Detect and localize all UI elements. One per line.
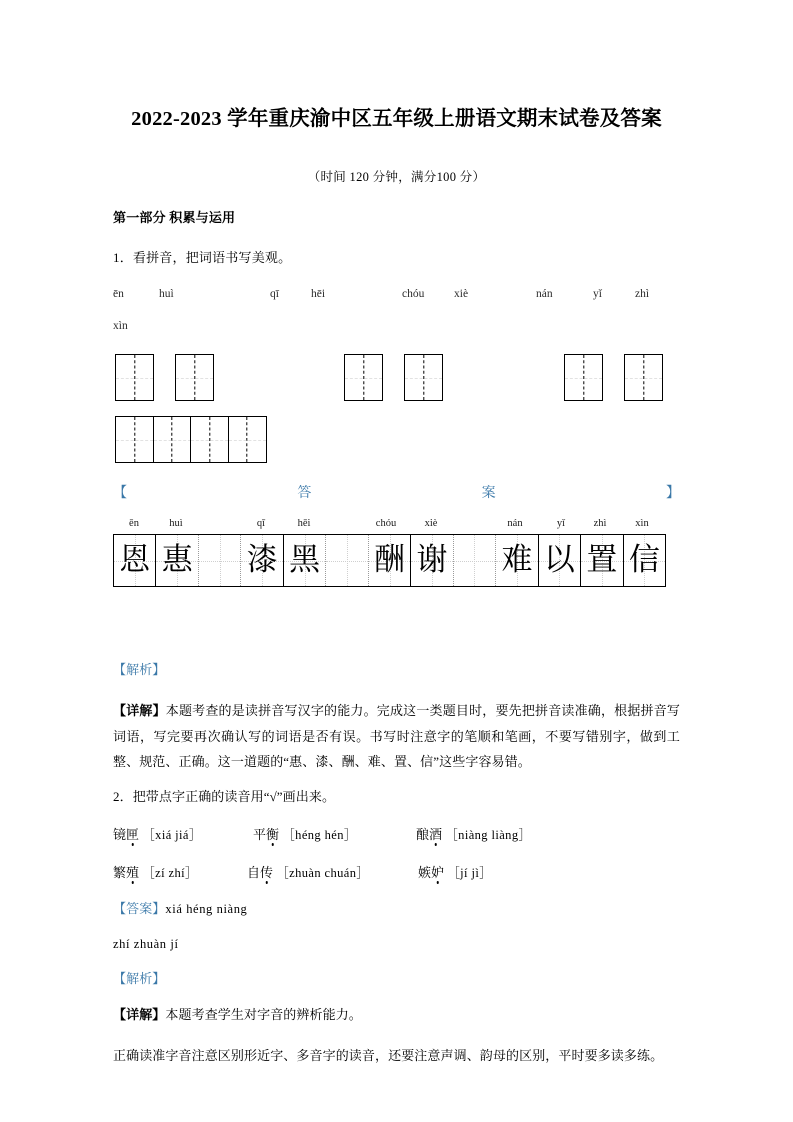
choice-word-dotted: 衡 xyxy=(266,826,280,842)
choice-pinyin[interactable]: ［xiá jiá］ xyxy=(142,827,202,842)
pinyin-prompt: chóu xyxy=(402,288,425,300)
pinyin-prompt: qī xyxy=(270,288,279,300)
answer-cell xyxy=(581,535,623,586)
choice-word-prefix: 自 xyxy=(247,864,261,880)
answer-cell-blank xyxy=(454,535,496,586)
choice-word-dotted: 匣 xyxy=(126,826,140,842)
question-1-detail-paragraph xyxy=(113,682,680,774)
answer-char: 信 xyxy=(628,542,660,578)
question-1-answer-grid-wrapper xyxy=(113,518,666,587)
choice-word-prefix: 镜 xyxy=(113,826,127,842)
writing-box-group xyxy=(115,416,267,463)
pinyin-prompt: yǐ xyxy=(593,288,602,300)
answer-pinyin: xìn xyxy=(635,518,649,529)
answer-char: 黑 xyxy=(289,542,321,578)
answer-bar-left-bracket: 【 xyxy=(113,486,127,501)
detail-label: 【详解】 xyxy=(113,703,166,719)
answer-cell xyxy=(624,535,665,586)
section-heading: 第一部分 积累与运用 xyxy=(113,210,236,225)
choice-word-prefix: 繁 xyxy=(113,864,127,880)
page-title: 2022-2023 学年重庆渝中区五年级上册语文期末试卷及答案 xyxy=(131,108,662,130)
analysis-label: 【解析】 xyxy=(113,971,166,987)
answer-cell xyxy=(156,535,198,586)
pinyin-prompt: huì xyxy=(159,288,174,300)
pinyin-prompt: hēi xyxy=(311,288,326,300)
answer-pinyin: nán xyxy=(507,518,523,529)
answer-char: 漆 xyxy=(246,542,278,578)
pinyin-prompt: ēn xyxy=(113,288,124,300)
answer-pinyin: huì xyxy=(169,518,183,529)
writing-box[interactable] xyxy=(344,354,383,401)
question-2-detail-paragraph xyxy=(113,992,680,1027)
analysis-label: 【解析】 xyxy=(113,662,166,677)
answer-bar-right-bracket: 】 xyxy=(665,486,680,501)
choice-pinyin[interactable]: ［zí zhí］ xyxy=(142,865,198,880)
choice-pinyin[interactable]: ［héng hén］ xyxy=(282,827,357,842)
writing-box[interactable] xyxy=(228,416,267,463)
question-1-analysis-label-wrapper xyxy=(113,587,680,682)
answer-char: 谢 xyxy=(416,542,448,578)
choice-item[interactable] xyxy=(418,862,492,881)
answer-text: zhí zhuàn jí xyxy=(113,937,179,952)
answer-bar xyxy=(113,482,680,502)
answer-bar-word-1: 答 xyxy=(297,486,312,501)
answer-text: xiá héng niàng xyxy=(165,901,248,916)
question-2-answer-line-1 xyxy=(113,886,680,921)
answer-cell xyxy=(369,535,411,586)
choice-word-dotted: 殖 xyxy=(126,864,140,880)
answer-cell-blank xyxy=(199,535,241,586)
answer-cell xyxy=(496,535,538,586)
pinyin-prompt: xìn xyxy=(113,320,128,332)
choice-word-prefix: 嫉 xyxy=(418,864,432,880)
answer-cell xyxy=(539,535,581,586)
writing-box[interactable] xyxy=(115,416,154,463)
question-2-prompt: 2．把带点字正确的读音用“√”画出来。 xyxy=(113,789,336,805)
answer-cell xyxy=(284,535,326,586)
question-2-choices-row-2 xyxy=(113,862,680,886)
answer-pinyin: chóu xyxy=(375,518,397,529)
detail-text: 本题考查的是读拼音写汉字的能力。完成这一类题目时，要先把拼音读准确，根据拼音写词语，写完要再次确认写的词语是否有误。书写时注意字的笔顺和笔画，不要写错别字，做到工整、规范、正确。这一道题的“惠、漆、酬、难、置、信”这些字容易错。 xyxy=(113,703,681,770)
choice-pinyin[interactable]: ［jí jì］ xyxy=(447,865,493,880)
answer-char: 恩 xyxy=(119,542,151,578)
detail-label: 【详解】 xyxy=(113,1006,166,1022)
pinyin-prompt: zhì xyxy=(635,288,650,300)
choice-item[interactable] xyxy=(416,824,531,843)
pinyin-prompt: xiè xyxy=(454,288,469,300)
answer-char: 难 xyxy=(501,542,533,578)
choice-item[interactable] xyxy=(247,862,369,881)
choice-pinyin[interactable]: ［zhuàn chuán］ xyxy=(276,865,370,880)
answer-pinyin: ēn xyxy=(129,518,139,529)
answer-cell xyxy=(114,535,156,586)
choice-word-prefix: 酿 xyxy=(416,826,430,842)
choice-pinyin[interactable]: ［niàng liàng］ xyxy=(445,827,532,842)
answer-pinyin: qī xyxy=(256,518,266,529)
writing-box[interactable] xyxy=(175,354,214,401)
question-1-prompt: 1．看拼音，把词语书写美观。 xyxy=(113,250,292,265)
writing-box[interactable] xyxy=(153,416,192,463)
question-2-detail-paragraph-2: 正确读准字音注意区别形近字、多音字的读音，还要注意声调、韵母的区别，平时要多读多练。 xyxy=(113,1048,664,1064)
writing-box[interactable] xyxy=(404,354,443,401)
answer-cell xyxy=(241,535,283,586)
question-1-writing-boxes xyxy=(113,354,680,466)
choice-word-dotted: 酒 xyxy=(429,826,443,842)
answer-pinyin: xiè xyxy=(424,518,438,529)
answer-grid-pinyin-row xyxy=(113,518,666,534)
answer-label: 【答案】 xyxy=(113,900,166,916)
question-1-pinyin-row-1 xyxy=(113,266,680,308)
answer-character-grid xyxy=(113,534,666,587)
writing-box[interactable] xyxy=(564,354,603,401)
exam-subtitle: （时间 120 分钟，满分100 分） xyxy=(307,170,486,184)
question-1-pinyin-row-2 xyxy=(113,308,680,340)
document-content xyxy=(113,0,680,1069)
choice-item[interactable] xyxy=(113,862,198,881)
question-2-answer-line-2 xyxy=(113,921,680,956)
answer-cell-blank xyxy=(326,535,368,586)
detail-text: 本题考查学生对字音的辨析能力。 xyxy=(165,1006,362,1022)
choice-item[interactable] xyxy=(113,824,202,843)
answer-pinyin: yǐ xyxy=(556,518,566,529)
answer-bar-word-2: 案 xyxy=(481,486,496,501)
question-2-choices-row-1 xyxy=(113,824,680,848)
choice-word-prefix: 平 xyxy=(253,826,267,842)
choice-word-dotted: 妒 xyxy=(431,864,445,880)
answer-char: 惠 xyxy=(161,542,193,578)
answer-char: 酬 xyxy=(374,542,406,578)
writing-box[interactable] xyxy=(624,354,663,401)
writing-box[interactable] xyxy=(190,416,229,463)
answer-cell xyxy=(411,535,453,586)
writing-box[interactable] xyxy=(115,354,154,401)
answer-char: 置 xyxy=(586,542,618,578)
answer-char: 以 xyxy=(543,542,575,578)
choice-item[interactable] xyxy=(253,824,357,843)
pinyin-prompt: nán xyxy=(536,288,553,300)
question-2-analysis-label-wrapper xyxy=(113,956,680,991)
answer-pinyin: hēi xyxy=(297,518,311,529)
choice-word-dotted: 传 xyxy=(260,864,274,880)
answer-pinyin: zhì xyxy=(593,518,607,529)
